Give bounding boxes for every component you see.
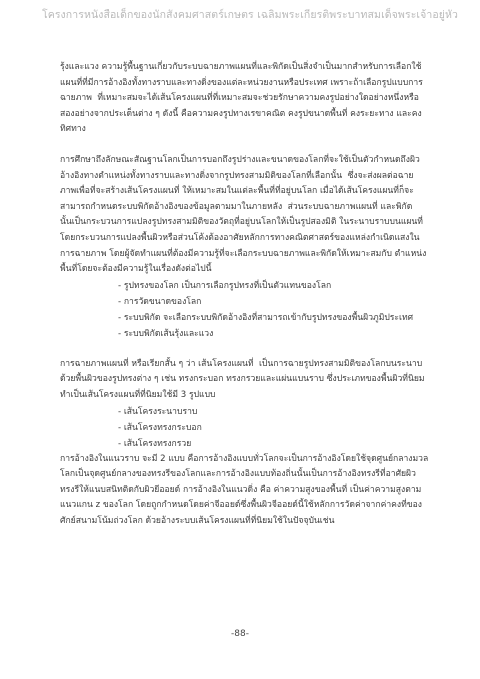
list-item: - การวัดขนาดของโลก <box>118 296 202 307</box>
list-item: - เส้นโครงทรงกรวย <box>118 438 192 449</box>
paragraph-3: การฉายภาพแผนที่ หรือเรียกสั้น ๆ ว่า เส้นโครงแผนที่ เป็นการฉายรูปทรงสามมิติของโลกบนระนาบ ด้วยพื้นผิวของรูปทรงต่าง ๆ เช่น ทรงกระบอก ทรงกรวยและแผ่นแบนราบ ซึ่งประเภทของพื้นผิวที่นิยม ทำเป็นเส้นโครงแผนที่ที่นิยมใช้มี 3 รูปแบบ <box>60 358 425 400</box>
bullet-list-2 <box>118 404 443 452</box>
list-item: - รูปทรงของโลก เป็นการเลือกรูปทรงที่เป็นตัวแทนของโลก <box>118 280 332 291</box>
list-item: - เส้นโครงระนาบราบ <box>118 406 198 417</box>
paragraph-2: การศึกษาถึงลักษณะสัณฐานโลกเป็นการบอกถึงรูปร่างและขนาดของโลกที่จะใช้เป็นตัวกำหนดถึงผิว อ้างอิงทางตำแหน่งทั้งทางราบและทางดิ่งจากรูปทรงสามมิติของโลกที่เลือกนั้น ซึ่งจะส่งผลต่อฉาย ภาพเพื่อที่จะสร้างเส้นโครงแผนที่ ให้เหมาะสมในแต่ละพื้นที่ที่อยู่บนโลก เมื่อได้เส้นโครงแผนที่ก็จะ สามารถกำหนดระบบพิกัดอ้างอิงของข้อมูลตามมาในภายหลัง ส่วนระบบฉายภาพแผนที่ และพิกัด นั้นเป็นกระบวนการแปลงรูปทรงสามมิติของวัตถุที่อยู่บนโลกให้เป็นรูปสองมิติ ในระนาบราบบนแผนที่ โดยกระบวนการแปลงพื้นผิวหรือส่วนโค้งต้องอาศัยหลักการทางคณิตศาสตร์ของแหล่งกำเนิดแสงใน การฉายภาพ โดยผู้จัดทำแผนที่ต้องมีความรู้ที่จะเลือกระบบฉายภาพและพิกัดให้เหมาะสมกับ ตำแหน่ง พื้นที่โดยจะต้องมีความรู้ในเรื่องดังต่อไปนี้ <box>60 154 427 275</box>
page-body <box>60 60 443 529</box>
page-number: -88- <box>231 629 249 639</box>
list-item: - ระบบพิกัด จะเลือกระบบพิกัดอ้างอิงที่สามารถเข้ากับรูปทรงของพื้นผิวภูมิประเทศ <box>118 312 414 323</box>
running-header: โครงการหนังสือเด็กของนักสังคมศาสตร์เกษตร เฉลิมพระเกียรติพระบาทสมเด็จพระเจ้าอยู่หัว <box>41 9 459 21</box>
list-item: - เส้นโครงทรงกระบอก <box>118 422 202 433</box>
bullet-list-1 <box>118 278 443 342</box>
paragraph-1: รุ้งและแวง ความรู้พื้นฐานเกี่ยวกับระบบฉายภาพแผนที่และพิกัดเป็นสิ่งจำเป็นมากสำหรับการเลือกใช้ แผนที่ที่มีการอ้างอิงทั้งทางราบและทางดิ่งของแต่ละหน่วยงานหรือประเทศ เพราะถ้าเลือกรูปแบบการ ฉายภาพ ที่เหมาะสมจะได้เส้นโครงแผนที่ที่เหมาะสมจะช่วยรักษาความคงรูปอย่างใดอย่างหนึ่งหรือ สองอย่างจากประเด็นต่าง ๆ ดังนี้ คือความคงรูปทางเรขาคณิต คงรูปขนาดพื้นที่ คงระยะทาง และคง ทิศทาง <box>60 62 423 135</box>
paragraph-4: การอ้างอิงในแนวราบ จะมี 2 แบบ คือการอ้างอิงแบบทั่วโลกจะเป็นการอ้างอิงโดยใช้จุดศูนย์กลางมวล โลกเป็นจุดศูนย์กลางของทรงรีของโลกและการอ้างอิงแบบท้องถิ่นนั้นเป็นการอ้างอิงทรงรีที่อาศัยผิว ทรงรีให้แนบสนิทติดกับผิวยีออยด์ การอ้างอิงในแนวดิ่ง คือ ค่าความสูงของพื้นที่ เป็นค่าความสูงตาม แนวแกน z ของโลก โดยถูกกำหนดโดยค่าจีออยด์ซึ่งพื้นผิวจีออยด์นี้ใช้หลักการวัดค่าจากค่าคงที่ของ ศักย์สนามโน้มถ่วงโลก ด้วยอ้างระบบเส้นโครงแผนที่ที่นิยมใช้ในปัจจุบันเช่น <box>60 453 429 526</box>
list-item: - ระบบพิกัดเส้นรุ้งและแวง <box>118 328 214 339</box>
